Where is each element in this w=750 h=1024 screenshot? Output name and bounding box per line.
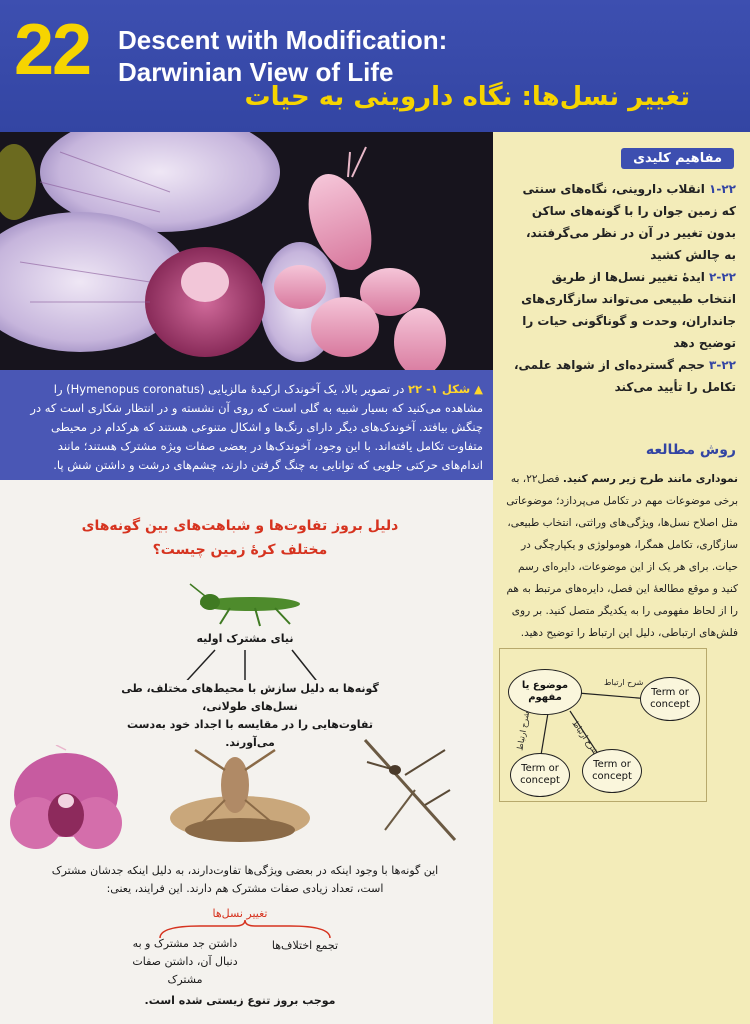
concept-text: انقلاب داروینی، نگاه‌های سنتی که زمین جوان را با گونه‌های ساکن بدون تغییر در آن در نظر می‌گرفتند، به چالش کشید [522, 182, 736, 262]
diagram-question: دلیل بروز تفاوت‌ها و شباهت‌های بین گونه‌های مختلف کرهٔ زمین چیست؟ [81, 518, 399, 558]
caption-line-5: اندام‌های حرکتی جلویی که توانایی به چنگ گرفتن دارند، چشم‌های درشت و داشتن شش پا. [53, 458, 483, 472]
concept-number: ۱-۲۲ [709, 182, 736, 196]
chapter-header [0, 0, 750, 132]
stick-mantis-illustration [355, 730, 465, 845]
orchid-mantis-illustration [6, 745, 126, 860]
concept-text: حجم گسترده‌ای از شواهد علمی، تکامل را تأیید می‌کند [513, 358, 736, 394]
link-label-3: شرح ارتباط [570, 718, 601, 757]
concept-number: ۲-۲۲ [709, 270, 736, 284]
common-ancestry-line-1: داشتن جد مشترک و به [132, 937, 238, 950]
key-concepts-heading: مفاهیم کلیدی [621, 148, 734, 169]
summary-line-2: است، تعداد زیادی صفات مشترک هم دارند. این فرایند، یعنی: [106, 882, 384, 895]
summary-text [30, 862, 460, 898]
concept-map-term-node: Term or concept [640, 677, 700, 721]
study-method-heading: روش مطالعه [645, 442, 736, 458]
orchid-mantis-photo [0, 132, 493, 370]
concept-text: ایدهٔ تغییر نسل‌ها از طریق انتخاب طبیعی می‌تواند سازگاری‌های جانداران، وحدت و گوناگونی حیات را توضیح دهد [521, 270, 736, 350]
ancestor-label: نیای مشترک اولیه [196, 632, 294, 645]
common-ancestry-line-3: مشترک [167, 973, 203, 986]
concept-number: ۳-۲۲ [709, 358, 736, 372]
link-label-1: شرح ارتباط [604, 678, 644, 687]
branch-explanation-line-1: گونه‌ها به دلیل سازش با محیط‌های مختلف، طی نسل‌های طولانی، [121, 682, 379, 713]
concept-item [511, 178, 736, 266]
diagram-footer: موجب بروز تنوع زیستی شده است. [144, 994, 336, 1007]
common-ancestry-line-2: دنبال آن، داشتن صفات [132, 955, 238, 968]
sidebar [493, 132, 750, 1024]
caption-line-3: چنگش بیافتد. آخوندک‌های دیگر دارای رنگ‌ها و اشکال متنوعی هستند که هرکدام در محیطی [51, 420, 483, 434]
figure-number: ▲ شکل ۱- ۲۲ [408, 382, 483, 396]
caption-line-2: مشاهده می‌کنید که بسیار شبیه به گلی است که روی آن نشسته و در انتظار شکاری است که در [30, 401, 483, 415]
chapter-title-en-line1: Descent with Modification: [118, 25, 448, 55]
chapter-title-en [118, 24, 447, 88]
study-method-instruction: نموداری مانند طرح زیر رسم کنید. [562, 473, 738, 485]
ancestor-mantis-illustration [180, 580, 310, 630]
concept-item [511, 266, 736, 354]
concept-map-center-node: موضوع یا مفهوم [508, 669, 582, 715]
branch-explanation-line-2: تفاوت‌هایی را در مقایسه با اجداد خود به‌دست می‌آورند. [127, 718, 373, 749]
chapter-title-fa: تغییر نسل‌ها: نگاه داروینی به حیات [244, 82, 690, 112]
caption-line-1-text: در تصویر بالا، یک آخوندک ارکیدهٔ مالزیایی (Hymenopus coronatus) را [53, 382, 405, 396]
dead-leaf-mantis-illustration [165, 740, 315, 850]
caption-line-1 [6, 380, 483, 399]
chapter-number: 22 [14, 10, 91, 90]
summary-line-1: این گونه‌ها با وجود اینکه در بعضی ویژگی‌ها تفاوت‌دارند، به دلیل اینکه جدشان مشترک [51, 864, 439, 877]
figure-caption [0, 370, 493, 480]
descent-label: تغییر نسل‌ها [212, 907, 268, 920]
link-label-2: شرح ارتباط [515, 710, 532, 752]
chapter-title-en-line2: Darwinian View of Life [118, 57, 394, 87]
common-ancestry-branch [120, 935, 250, 989]
concept-map-term-node: Term or concept [582, 749, 642, 793]
study-method-text [506, 468, 738, 644]
concept-map-example [499, 648, 707, 802]
accumulated-differences-branch: تجمع اختلاف‌ها [271, 939, 339, 952]
study-method-body: فصل۲۲، به برخی موضوعات مهم در تکامل می‌پردازد؛ موضوعاتی مثل اصلاح نسل‌ها، ویژگی‌های وراثتی، انتخاب طبیعی، سازگاری، تکامل همگرا، هومولوژی و یکپارچگی در حیات. برای هر یک از این موضوعات، دایره‌ای رسم کنید و موقع مطالعهٔ این فصل، دایره‌های مرتبط به هم را از لحاظ مفهومی را به یکدیگر متصل کنید. بر روی فلش‌های ارتباطی، دلیل این ارتباط را توضیح دهید. [506, 473, 738, 639]
concept-map-term-node: Term or concept [510, 753, 570, 797]
caption-line-4: متفاوت تکامل یافته‌اند. با این وجود، آخوندک‌ها در بعضی صفات ویژه مشترک هستند؛ مانند [57, 439, 483, 453]
concept-item [511, 354, 736, 398]
